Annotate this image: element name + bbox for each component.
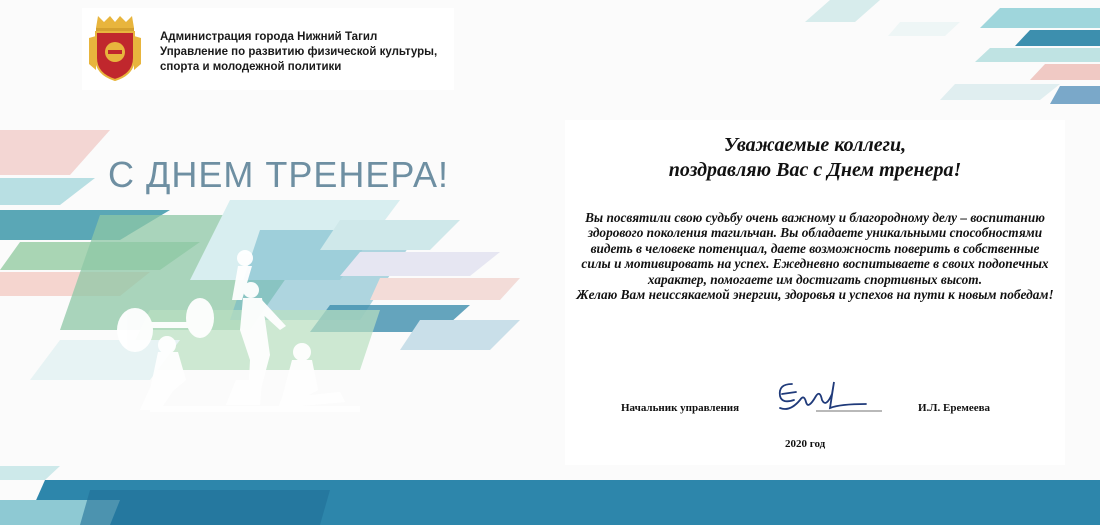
org-line: Управление по развитию физической культуры, <box>160 46 438 58</box>
greeting-line: Уважаемые коллеги, <box>723 134 907 156</box>
handwritten-signature-icon <box>770 378 900 418</box>
greeting <box>565 133 1065 183</box>
org-line: Администрация города Нижний Тагил <box>160 31 378 43</box>
letter-paragraph: Вы посвятили свою судьбу очень важному и благородному делу – воспитанию здорового поколения тагильчан. Вы обладаете уникальными способностями видеть в человеке потенциал, даете возможность поверить в собственные силы и мотивировать на успех. Ежедневно воспитываете в своих подопечных характер, помогаете им достигать спортивных высот. <box>581 210 1049 287</box>
greeting-line: поздравляю Вас с Днем тренера! <box>668 159 962 181</box>
letter-year: 2020 год <box>785 438 826 450</box>
signatory-name: И.Л. Еремеева <box>918 402 991 414</box>
hero-title: С ДНЕМ ТРЕНЕРА! <box>108 154 450 195</box>
letter-body <box>575 210 1055 302</box>
org-line: спорта и молодежной политики <box>160 61 342 73</box>
organization-name <box>160 30 437 75</box>
coat-of-arms-icon <box>86 12 144 84</box>
letter-paragraph: Желаю Вам неиссякаемой энергии, здоровья и успехов на пути к новым победам! <box>576 287 1054 303</box>
signer-position: Начальник управления <box>621 402 740 414</box>
